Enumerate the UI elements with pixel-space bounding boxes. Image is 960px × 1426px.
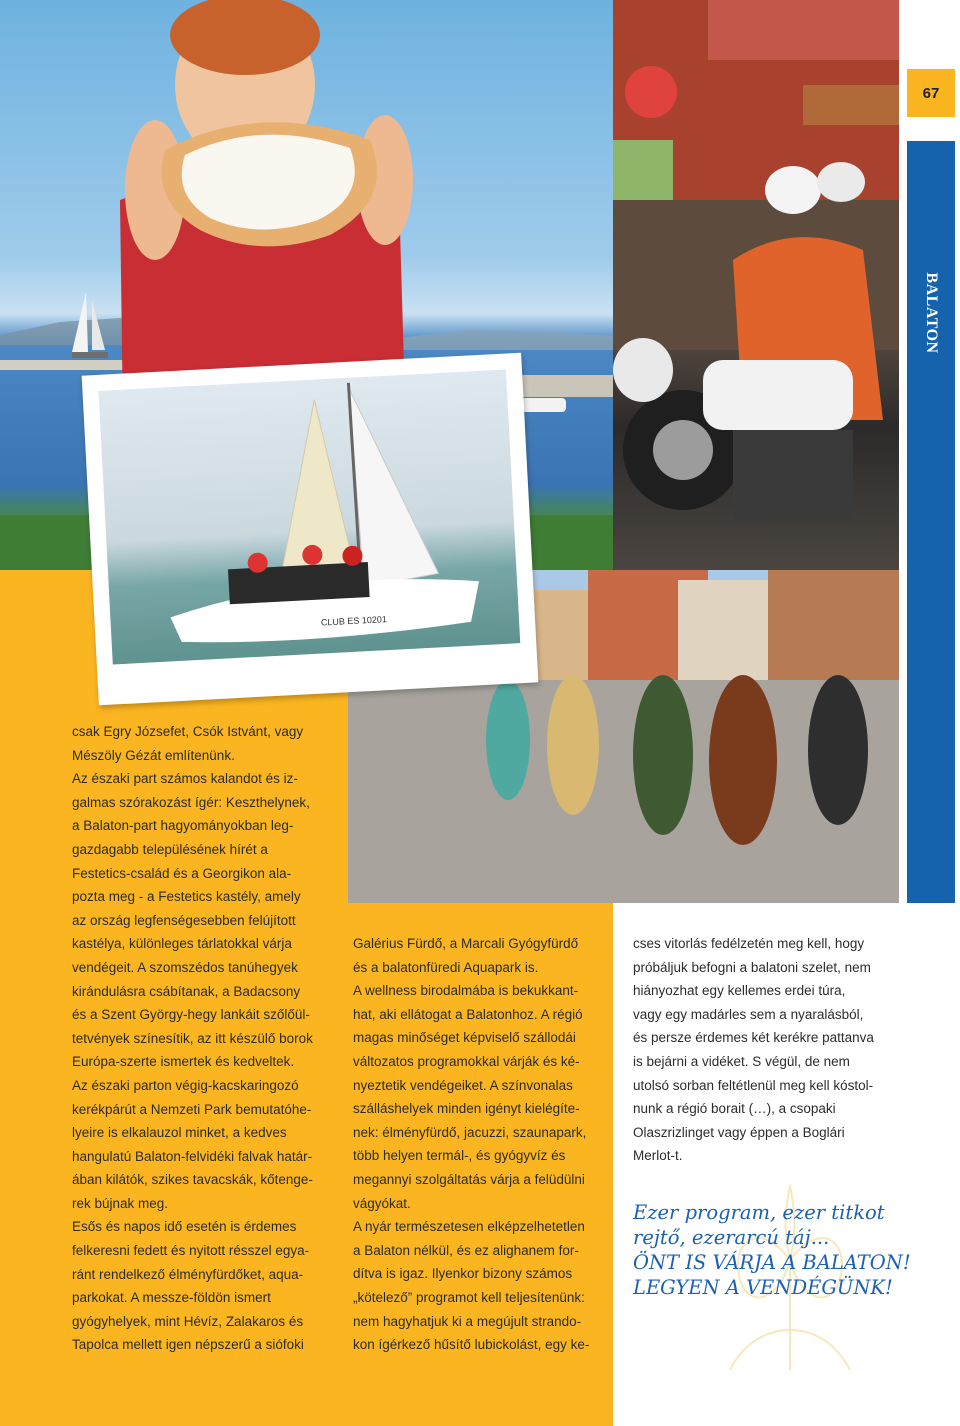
text-line: vendégeit. A szomszédos tanúhegyek bbox=[72, 959, 298, 975]
section-bar bbox=[907, 141, 955, 903]
text-line: csak Egry Józsefet, Csók Istvánt, vagy bbox=[72, 724, 304, 739]
text-line: a Balaton-part hagyományokban leg- bbox=[72, 818, 294, 834]
text-line: kon ígérkező hűsítő lubickolást, egy ke- bbox=[353, 1337, 590, 1353]
text-line: tetvények színesítik, az itt készülő borok bbox=[72, 1030, 313, 1046]
text-line: Olaszrizlinget vagy éppen a Boglári bbox=[633, 1124, 845, 1140]
text-line: utolsó sorban feltétlenül meg kell kóstol- bbox=[633, 1077, 874, 1093]
text-line: dítva is igaz. Ilyenkor bizony számos bbox=[353, 1266, 573, 1282]
text-line: nunk a régió borait (…), a csopaki bbox=[633, 1101, 836, 1117]
moto-photo-illustration bbox=[613, 0, 899, 570]
text-line: Az északi parton végig-kacskaringozó bbox=[72, 1077, 299, 1093]
text-line: lyeire is elkalauzol minket, a kedves bbox=[72, 1125, 287, 1141]
text-line: kerékpárút a Nemzeti Park bemutatóhe- bbox=[72, 1101, 312, 1117]
photo-motorcyclists bbox=[613, 0, 899, 570]
text-line: próbáljuk befogni a balatoni szelet, nem bbox=[633, 959, 871, 975]
text-line: hangulatú Balaton-felvidéki falvak határ- bbox=[72, 1148, 313, 1164]
text-line: és a Szent György-hegy lankáit szőlőül- bbox=[72, 1007, 310, 1023]
text-line: hat, aki ellátogat a Balatonhoz. A régió bbox=[353, 1006, 583, 1022]
text-line: magas minőséget képviselő szállodái bbox=[353, 1030, 576, 1046]
slogan bbox=[633, 1200, 911, 1300]
text-line: a Balaton nélkül, és ez alighanem for- bbox=[353, 1242, 579, 1258]
text-line: nek: élményfürdő, jacuzzi, szaunapark, bbox=[353, 1124, 587, 1140]
text-line: A nyár természetesen elképzelhetetlen bbox=[353, 1219, 585, 1235]
text-line: gyógyhelyek, mint Hévíz, Zalakaros és bbox=[72, 1313, 304, 1329]
text-column-1 bbox=[72, 720, 334, 1357]
text-line: vágyókat. bbox=[353, 1195, 411, 1211]
text-line: ában kilátók, szikes tavacskák, kőtenge- bbox=[72, 1172, 313, 1188]
text-line: cses vitorlás fedélzetén meg kell, hogy bbox=[633, 936, 865, 951]
text-line: „kötelező” programot kell teljesítenünk: bbox=[353, 1289, 585, 1305]
text-line: Az északi part számos kalandot és iz- bbox=[72, 771, 298, 787]
text-line: gazdagabb településének hírét a bbox=[72, 841, 268, 857]
text-line: Merlot-t. bbox=[633, 1148, 683, 1164]
polaroid-sailing-photo bbox=[82, 353, 539, 706]
text-line: megannyi szolgáltatás várja a felüdülni bbox=[353, 1171, 585, 1187]
slogan-line: Ezer program, ezer titkot bbox=[633, 1201, 885, 1224]
text-line: galmas szórakozást ígér: Keszthelynek, bbox=[72, 794, 310, 810]
slogan-line: LEGYEN A VENDÉGÜNK! bbox=[633, 1276, 893, 1299]
text-line: A wellness birodalmába is bekukkant- bbox=[353, 983, 579, 999]
page-number: 67 bbox=[907, 69, 955, 117]
text-line: kastélya, különleges tárlatokkal várja bbox=[72, 936, 292, 952]
text-line: és a balatonfüredi Aquapark is. bbox=[353, 959, 539, 975]
sailing-illustration bbox=[98, 370, 520, 665]
text-column-3 bbox=[633, 932, 895, 1168]
text-line: is bejárni a vidéket. S végül, de nem bbox=[633, 1053, 850, 1069]
sailing-photo bbox=[98, 370, 520, 665]
boat-hull-text: CLUB ES 10201 bbox=[320, 614, 388, 628]
text-line: Tapolca mellett igen népszerű a siófoki bbox=[72, 1337, 304, 1353]
text-line: több helyen termál-, és gyógyvíz és bbox=[353, 1148, 566, 1164]
text-line: vagy egy madárles sem a nyaralásból, bbox=[633, 1006, 864, 1022]
text-line: nem hagyhatjuk ki a megújult strando- bbox=[353, 1313, 582, 1329]
text-line: felkeresni fedett és nyitott résszel egya- bbox=[72, 1243, 310, 1259]
text-line: változatos programokkal várják és ké- bbox=[353, 1053, 580, 1069]
text-line: Esős és napos idő esetén is érdemes bbox=[72, 1219, 297, 1235]
text-line: Mészöly Gézát említenünk. bbox=[72, 747, 235, 763]
text-line: kirándulásra csábítanak, a Badacsony bbox=[72, 983, 301, 999]
text-line: hiányozhat egy kellemes erdei túra, bbox=[633, 983, 846, 999]
text-line: parkokat. A messze-földön ismert bbox=[72, 1290, 271, 1306]
text-column-2 bbox=[353, 932, 608, 1357]
text-line: ránt rendelkező élményfürdőket, aqua- bbox=[72, 1266, 304, 1282]
text-line: az ország legfenségesebben felújított bbox=[72, 912, 296, 928]
slogan-line: ÖNT IS VÁRJA A BALATON! bbox=[633, 1251, 911, 1274]
slogan-line: rejtő, ezerarcú táj... bbox=[633, 1226, 830, 1249]
text-line: Festetics-család és a Georgikon ala- bbox=[72, 865, 292, 881]
text-line: és persze érdemes két kerékre pattanva bbox=[633, 1030, 874, 1046]
text-line: szálláshelyek minden igényt kielégíte- bbox=[353, 1101, 580, 1117]
text-line: Európa-szerte ismertek és kedveltek. bbox=[72, 1054, 295, 1070]
text-line: Galérius Fürdő, a Marcali Gyógyfürdő bbox=[353, 936, 579, 951]
text-line: pozta meg - a Festetics kastély, amely bbox=[72, 889, 301, 905]
section-label: BALATON bbox=[923, 272, 940, 354]
text-line: nyeztetik vendégeiket. A színvonalas bbox=[353, 1077, 573, 1093]
text-line: rek bújnak meg. bbox=[72, 1195, 169, 1211]
